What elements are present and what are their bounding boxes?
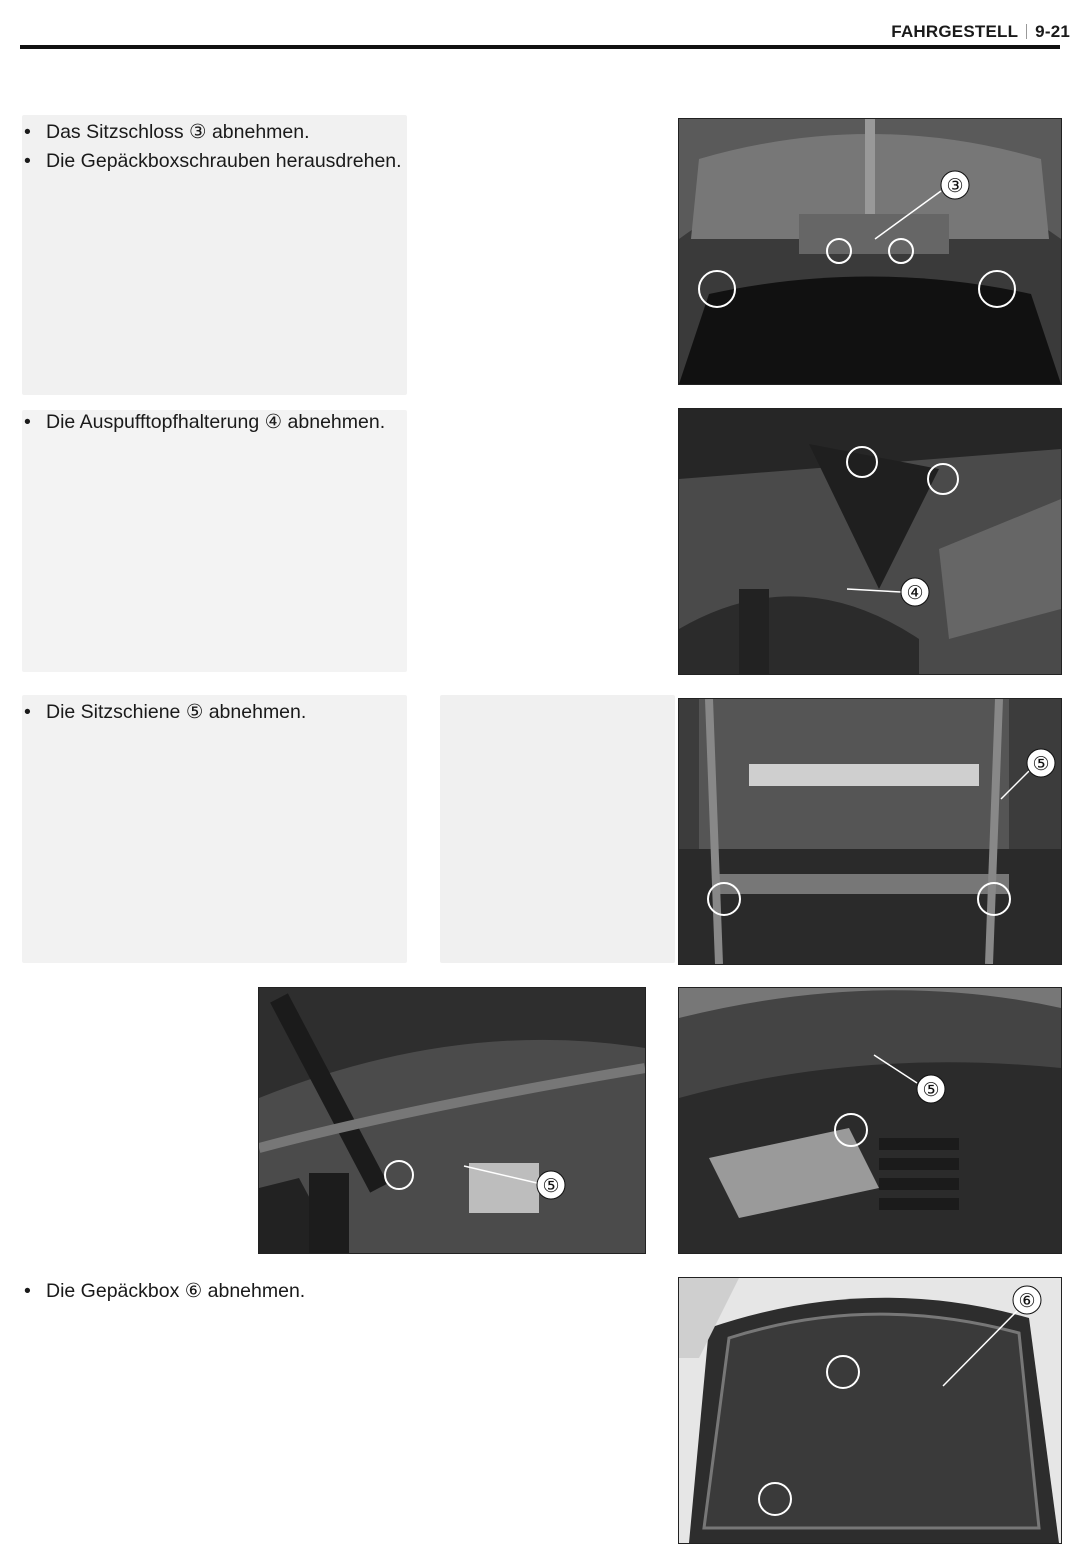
step-text: Die Auspufftopfhalterung ④ abnehmen. <box>46 411 386 433</box>
step-remove-seat-lock <box>24 118 310 146</box>
bleed-through-image <box>440 695 675 963</box>
section-title: FAHRGESTELL <box>891 22 1019 41</box>
bleed-through-image <box>22 410 407 672</box>
photo-seat-rail-right <box>678 987 1062 1254</box>
page-number: 9-21 <box>1035 22 1070 41</box>
step-text: Die Gepäckbox ⑥ abnehmen. <box>46 1280 306 1302</box>
callout-label: ③ <box>946 176 964 197</box>
callout-label: ⑥ <box>1018 1291 1036 1312</box>
bullet-icon: • <box>24 1280 31 1302</box>
header-title <box>870 22 1070 42</box>
bullet-icon: • <box>24 150 31 172</box>
callout-label: ⑤ <box>1032 754 1050 775</box>
step-remove-seat-rail <box>24 698 306 726</box>
step-remove-luggage-box-screws <box>24 147 402 175</box>
header-rule <box>20 45 1060 49</box>
callout-label: ⑤ <box>542 1176 560 1197</box>
photo-muffler-bracket <box>678 408 1062 675</box>
photo-seat-rail-top <box>678 698 1062 965</box>
header-separator <box>1026 24 1027 39</box>
callout-label: ④ <box>906 583 924 604</box>
bleed-through-image <box>22 695 407 963</box>
step-remove-luggage-box <box>24 1277 305 1305</box>
bullet-icon: • <box>24 121 31 143</box>
bullet-icon: • <box>24 701 31 723</box>
photo-luggage-box <box>678 1277 1062 1544</box>
callout-label: ⑤ <box>922 1080 940 1101</box>
step-text: Das Sitzschloss ③ abnehmen. <box>46 121 310 143</box>
photo-seat-rail-left <box>258 987 646 1254</box>
step-remove-muffler-bracket <box>24 408 385 436</box>
photo-seat-lock <box>678 118 1062 385</box>
step-text: Die Gepäckboxschrauben herausdrehen. <box>46 150 402 172</box>
step-text: Die Sitzschiene ⑤ abnehmen. <box>46 701 307 723</box>
bullet-icon: • <box>24 411 31 433</box>
